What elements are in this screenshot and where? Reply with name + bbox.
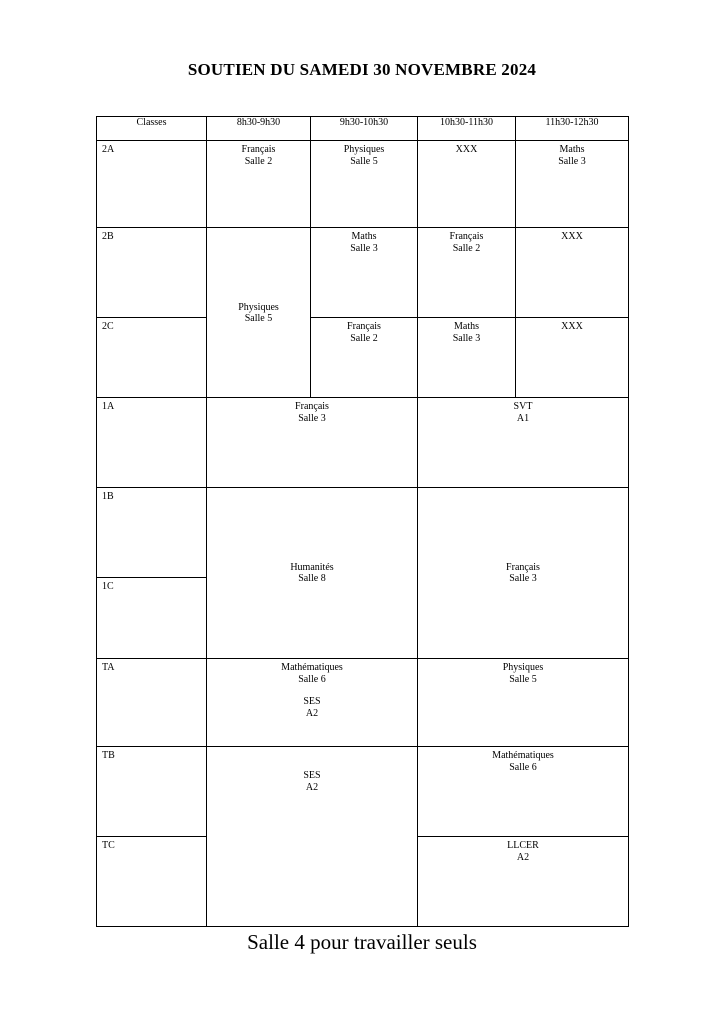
cell-tc-late: LLCER A2 [418, 837, 629, 927]
cell-1b-1c-late: Français Salle 3 [418, 488, 629, 659]
cell-1b-1c-morning: Humanités Salle 8 [207, 488, 418, 659]
cell-2b-2c-slot1: Physiques Salle 5 [207, 228, 311, 398]
cell-tb-late: Mathématiques Salle 6 [418, 747, 629, 837]
header-slot-3: 10h30-11h30 [418, 117, 516, 141]
cell-2c-slot4: XXX [516, 318, 629, 398]
class-label-1a: 1A [97, 398, 207, 488]
class-label-tb: TB [97, 747, 207, 837]
class-label-2a: 2A [97, 141, 207, 228]
cell-2b-slot2: Maths Salle 3 [311, 228, 418, 318]
cell-ta-morning: Mathématiques Salle 6 SES A2 [207, 659, 418, 747]
cell-2c-slot3: Maths Salle 3 [418, 318, 516, 398]
cell-2a-slot3: XXX [418, 141, 516, 228]
header-row [97, 117, 629, 141]
header-slot-4: 11h30-12h30 [516, 117, 629, 141]
row-1a [97, 398, 629, 488]
cell-2a-slot1: Français Salle 2 [207, 141, 311, 228]
class-label-1b: 1B [97, 488, 207, 578]
row-tb [97, 747, 629, 837]
page-title: SOUTIEN DU SAMEDI 30 NOVEMBRE 2024 [187, 60, 537, 79]
footer-note: Salle 4 pour travailler seuls [247, 930, 477, 954]
cell-2a-slot2: Physiques Salle 5 [311, 141, 418, 228]
cell-2a-slot4: Maths Salle 3 [516, 141, 629, 228]
cell-tb-tc-morning: SES A2 [207, 747, 418, 927]
class-label-ta: TA [97, 659, 207, 747]
cell-2b-slot3: Français Salle 2 [418, 228, 516, 318]
class-label-2c: 2C [97, 318, 207, 398]
cell-2c-slot2: Français Salle 2 [311, 318, 418, 398]
row-2b [97, 228, 629, 318]
row-ta [97, 659, 629, 747]
cell-1a-late: SVT A1 [418, 398, 629, 488]
class-label-2b: 2B [97, 228, 207, 318]
row-1b [97, 488, 629, 578]
schedule-table [96, 116, 629, 927]
cell-ta-late: Physiques Salle 5 [418, 659, 629, 747]
header-classes: Classes [97, 117, 207, 141]
cell-1a-morning: Français Salle 3 [207, 398, 418, 488]
class-label-tc: TC [97, 837, 207, 927]
row-2a [97, 141, 629, 228]
header-slot-1: 8h30-9h30 [207, 117, 311, 141]
cell-2b-slot4: XXX [516, 228, 629, 318]
header-slot-2: 9h30-10h30 [311, 117, 418, 141]
row-2c [97, 318, 629, 398]
class-label-1c: 1C [97, 578, 207, 659]
